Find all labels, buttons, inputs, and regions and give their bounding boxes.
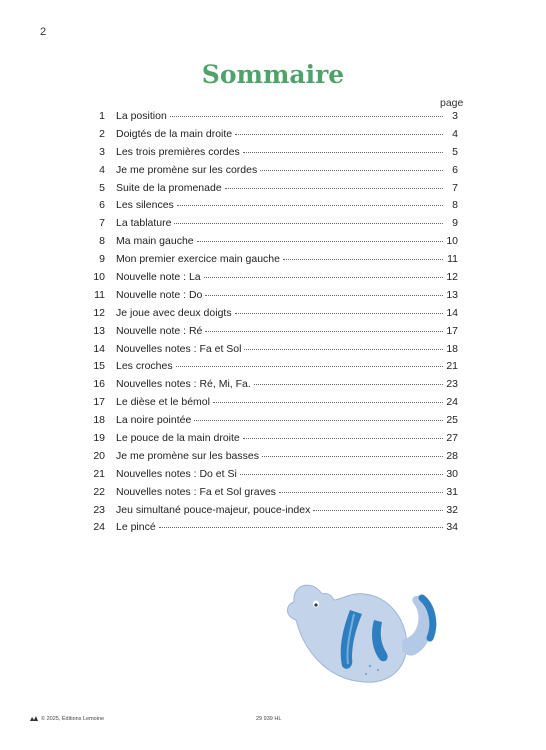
toc-entry-title: Suite de la promenade bbox=[116, 181, 222, 194]
page-number: 2 bbox=[40, 26, 47, 38]
toc-dot-leader bbox=[235, 134, 443, 135]
toc-entry-number: 12 bbox=[93, 306, 105, 319]
mascot-illustration bbox=[282, 574, 450, 694]
toc-entry-page: 32 bbox=[446, 503, 458, 516]
toc-entry-page: 23 bbox=[446, 378, 458, 391]
toc-entry-page: 21 bbox=[446, 360, 458, 373]
toc-entry-page: 6 bbox=[452, 163, 458, 176]
toc-entry bbox=[86, 450, 458, 468]
toc-entry-number: 2 bbox=[99, 127, 105, 140]
toc-entry-number: 14 bbox=[93, 342, 105, 355]
toc-entry bbox=[86, 146, 458, 164]
toc-entry bbox=[86, 217, 458, 235]
toc-entry-number: 6 bbox=[99, 199, 105, 212]
toc-dot-leader bbox=[244, 349, 443, 350]
toc-entry-page: 18 bbox=[446, 342, 458, 355]
toc-dot-leader bbox=[204, 277, 443, 278]
toc-entry-title: La noire pointée bbox=[116, 414, 192, 427]
page-column-label: page bbox=[440, 97, 464, 109]
toc-entry-page: 11 bbox=[447, 253, 458, 266]
toc-entry-page: 27 bbox=[446, 432, 458, 445]
toc-entry-number: 17 bbox=[93, 396, 105, 409]
toc-entry bbox=[86, 468, 458, 486]
toc-entry-number: 7 bbox=[99, 217, 105, 230]
toc-entry bbox=[86, 110, 458, 128]
toc-dot-leader bbox=[174, 223, 443, 224]
toc-dot-leader bbox=[205, 295, 443, 296]
toc-entry bbox=[86, 343, 458, 361]
toc-entry bbox=[86, 307, 458, 325]
toc-entry-title: Je joue avec deux doigts bbox=[116, 306, 232, 319]
toc-entry-number: 1 bbox=[99, 110, 105, 122]
toc-entry-number: 13 bbox=[93, 324, 105, 337]
toc-entry-number: 24 bbox=[93, 521, 105, 534]
toc-entry-page: 9 bbox=[452, 217, 458, 230]
toc-entry-page: 31 bbox=[446, 485, 458, 498]
toc-entry-title: Mon premier exercice main gauche bbox=[116, 253, 280, 266]
toc-dot-leader bbox=[240, 474, 443, 475]
toc-entry-title: Le pincé bbox=[116, 521, 156, 534]
toc-dot-leader bbox=[283, 259, 443, 260]
toc-dot-leader bbox=[194, 420, 443, 421]
toc-entry-title: Le dièse et le bémol bbox=[116, 396, 210, 409]
toc-entry bbox=[86, 504, 458, 522]
toc-entry bbox=[86, 396, 458, 414]
toc-entry-number: 18 bbox=[93, 414, 105, 427]
footer-reference: 29 939 HL bbox=[256, 716, 282, 722]
toc-entry bbox=[86, 432, 458, 450]
toc-entry-number: 4 bbox=[99, 163, 105, 176]
toc-entry-title: Le pouce de la main droite bbox=[116, 432, 240, 445]
toc-entry bbox=[86, 521, 458, 539]
toc-entry-number: 8 bbox=[99, 235, 105, 248]
toc-dot-leader bbox=[213, 402, 443, 403]
toc-entry bbox=[86, 164, 458, 182]
toc-entry-page: 8 bbox=[452, 199, 458, 212]
footer-copyright bbox=[30, 716, 104, 722]
toc-entry bbox=[86, 289, 458, 307]
toc-entry-page: 13 bbox=[446, 288, 458, 301]
toc-entry bbox=[86, 199, 458, 217]
toc-entry-page: 10 bbox=[446, 235, 458, 248]
toc-entry-title: La tablature bbox=[116, 217, 172, 230]
toc-entry-page: 17 bbox=[446, 324, 458, 337]
toc-entry-title: Doigtés de la main droite bbox=[116, 127, 233, 140]
toc-entry-page: 30 bbox=[446, 467, 458, 480]
toc-dot-leader bbox=[279, 492, 443, 493]
toc-entry-title: Je me promène sur les cordes bbox=[116, 163, 258, 176]
toc-dot-leader bbox=[243, 152, 443, 153]
toc-dot-leader bbox=[170, 116, 443, 117]
toc-entry bbox=[86, 271, 458, 289]
toc-dot-leader bbox=[205, 331, 443, 332]
toc-entry-title: La position bbox=[116, 110, 167, 122]
toc-entry-number: 22 bbox=[93, 485, 105, 498]
toc-dot-leader bbox=[177, 205, 443, 206]
toc-dot-leader bbox=[243, 438, 443, 439]
toc-entry-number: 9 bbox=[99, 253, 105, 266]
toc-entry bbox=[86, 182, 458, 200]
toc-entry-title: Nouvelles notes : Fa et Sol bbox=[116, 342, 242, 355]
toc-entry bbox=[86, 128, 458, 146]
toc-entry-number: 3 bbox=[99, 145, 105, 158]
toc-entry-number: 5 bbox=[99, 181, 105, 194]
toc-dot-leader bbox=[313, 510, 443, 511]
toc-entry-page: 5 bbox=[452, 145, 458, 158]
toc-entry-title: Les silences bbox=[116, 199, 174, 212]
toc-entry-page: 4 bbox=[452, 127, 458, 140]
toc-entry-title: Les trois premières cordes bbox=[116, 145, 240, 158]
toc-entry-page: 12 bbox=[446, 271, 458, 284]
toc-dot-leader bbox=[197, 241, 443, 242]
toc-entry-title: Ma main gauche bbox=[116, 235, 194, 248]
toc-entry-page: 25 bbox=[446, 414, 458, 427]
table-of-contents bbox=[86, 110, 458, 539]
toc-entry-number: 16 bbox=[93, 378, 105, 391]
copyright-text: © 2025, Éditions Lemoine bbox=[41, 716, 105, 722]
toc-dot-leader bbox=[235, 313, 443, 314]
page-title: Sommaire bbox=[201, 60, 345, 89]
toc-entry-title: Les croches bbox=[116, 360, 173, 373]
toc-entry-page: 28 bbox=[446, 449, 458, 462]
toc-entry-title: Nouvelle note : Ré bbox=[116, 324, 203, 337]
toc-entry-title: Nouvelle note : Do bbox=[116, 288, 203, 301]
toc-entry-title: Nouvelle note : La bbox=[116, 271, 201, 284]
lemoine-logo-icon bbox=[30, 716, 38, 722]
toc-entry-number: 10 bbox=[93, 271, 105, 284]
toc-entry-title: Nouvelles notes : Fa et Sol graves bbox=[116, 485, 276, 498]
toc-entry-page: 14 bbox=[446, 306, 458, 319]
toc-entry bbox=[86, 378, 458, 396]
toc-entry-number: 21 bbox=[93, 467, 105, 480]
toc-entry-number: 23 bbox=[93, 503, 105, 516]
toc-entry-number: 11 bbox=[94, 288, 105, 301]
toc-entry-title: Jeu simultané pouce-majeur, pouce-index bbox=[116, 503, 311, 516]
toc-entry-number: 15 bbox=[93, 360, 105, 373]
toc-entry-page: 7 bbox=[452, 181, 458, 194]
toc-dot-leader bbox=[225, 188, 443, 189]
toc-entry-title: Je me promène sur les basses bbox=[116, 449, 259, 462]
toc-dot-leader bbox=[159, 527, 443, 528]
toc-entry bbox=[86, 253, 458, 271]
toc-entry-title: Nouvelles notes : Do et Si bbox=[116, 467, 237, 480]
toc-entry bbox=[86, 414, 458, 432]
toc-entry-page: 3 bbox=[452, 110, 458, 122]
toc-dot-leader bbox=[260, 170, 443, 171]
toc-entry bbox=[86, 235, 458, 253]
toc-entry-number: 20 bbox=[93, 449, 105, 462]
toc-dot-leader bbox=[262, 456, 443, 457]
toc-entry bbox=[86, 325, 458, 343]
toc-entry-title: Nouvelles notes : Ré, Mi, Fa. bbox=[116, 378, 251, 391]
toc-dot-leader bbox=[254, 384, 443, 385]
toc-entry bbox=[86, 486, 458, 504]
toc-dot-leader bbox=[176, 366, 443, 367]
toc-entry-page: 24 bbox=[446, 396, 458, 409]
toc-entry-page: 34 bbox=[446, 521, 458, 534]
toc-entry-number: 19 bbox=[93, 432, 105, 445]
toc-entry bbox=[86, 360, 458, 378]
